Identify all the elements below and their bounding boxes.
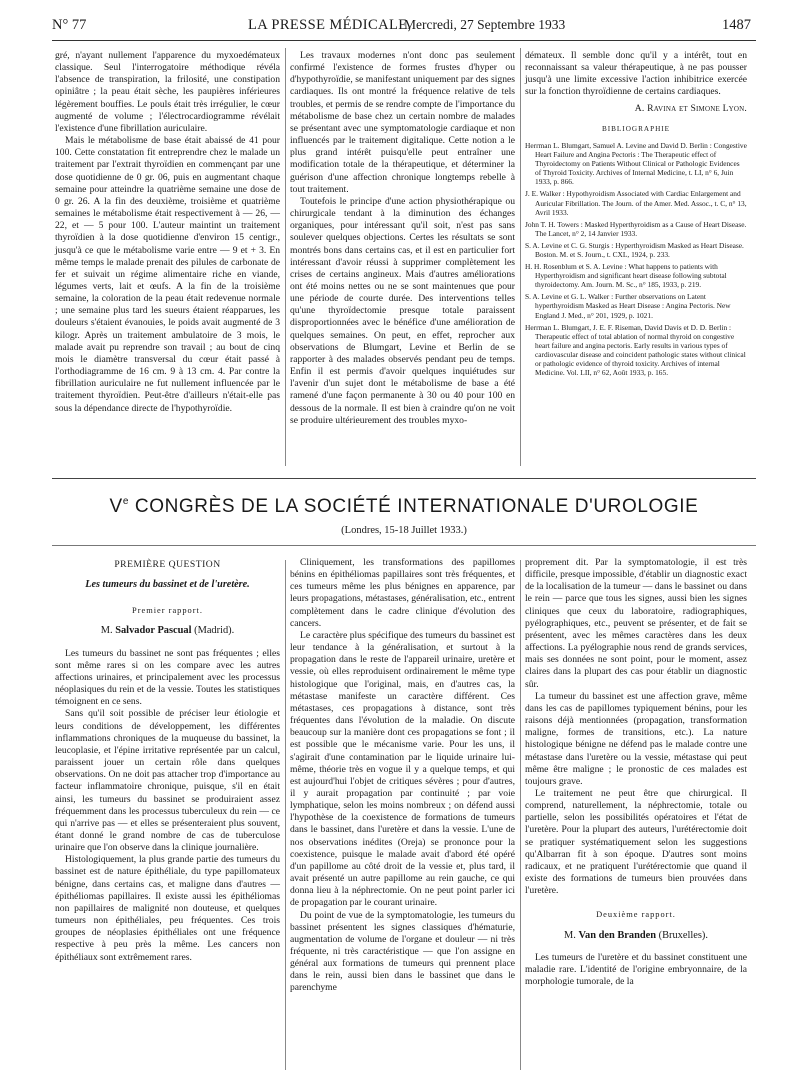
author-prefix: M. [564, 929, 576, 941]
title-text: CONGRÈS DE LA SOCIÉTÉ INTERNATIONALE D'UROLOGIE [134, 496, 699, 517]
paragraph: Cliniquement, les transformations des papillomes bénins en épithéliomas papillaires sont très fréquentes, et ces tumeurs même les plus bénignes en apparence, par leurs propagations, métastases, généralisation, etc., entrent complètement dans le cadre clinique d'évolution des cancers. [290, 557, 515, 629]
article-signature: A. Ravina et Simone Lyon. [634, 102, 747, 114]
top-column-1 [55, 50, 280, 415]
bibliography-entry: S. A. Levine et G. L. Walker : Further observations on Latent hyperthyroidism Masked as Heart Disease : Angina Pectoris. New England J. Med., n° 201, 1929, p. 1021. [525, 292, 731, 320]
report-heading: Deuxième rapport. [596, 910, 676, 920]
author-city: (Madrid). [194, 625, 235, 637]
column-divider [520, 560, 521, 1070]
author-name: Van den Branden [578, 929, 657, 941]
issue-number: N° 77 [52, 17, 87, 33]
paragraph: démateux. Il semble donc qu'il y a intérêt, tout en reconnaissant sa valeur thérapeutique, à ne pas pousser jusqu'à une limite excessive l'action inhibitrice exercée sur la fonction thyroïdienne de certains cardiaques. [525, 50, 747, 98]
column-divider [285, 48, 286, 466]
question-heading: PREMIÈRE QUESTION [114, 559, 221, 570]
question-subject: Les tumeurs du bassinet et de l'uretère. [85, 579, 250, 591]
bibliography-entry: H. H. Rosenblum et S. A. Levine : What happens to patients with Hyperthyroidism and significant heart disease following subtotal thyroidectomy. Am. Journ. M. Sc., n° 185, 1933, p. 219. [525, 262, 727, 290]
column-divider [520, 48, 521, 466]
paragraph: Histologiquement, la plus grande partie des tumeurs du bassinet est de nature épithéliale, du type papillomateux bénigne, dans certains cas, et maligne dans d'autres — épithéliomas papillaires. Il existe aussi les épithéliomas non papillaires de malignité non douteuse, et quelques tumeurs non épithéliales, peu fréquentes. Ces trois groupes de néoplasies épithéliales ont une fréquence respective à peu près la même. Les cancers non épithéliaux sont extrêmement rares. [55, 854, 280, 963]
bottom-column-2 [290, 557, 515, 995]
column-divider [285, 560, 286, 1070]
paragraph: Sans qu'il soit possible de préciser leur étiologie et leurs conditions de développement, les différentes inflammations chroniques de la muqueuse du bassinet, la leucoplasie, et l'épine irritative représentée par un calcul, paraissent jouer un certain rôle dans quelques observations. On ne doit pas attacher trop d'importance au facteur inflammatoire chronique, puisque, s'il en était ainsi, les tumeurs du bassinet se produiraient assez fréquemment dans les processus tuberculeux du rein — ce qui n'arrive pas — et elles se présenteraient plus souvent, étant donné le grand nombre de cas de tuberculose urinaire que l'on observe dans la clinique journalière. [55, 708, 280, 854]
report-author [55, 625, 280, 637]
bibliography-entry: Herrman L. Blumgart, Samuel A. Levine and David D. Berlin : Congestive Heart Failure and Angina Pectoris : The Therapeutic effect of Thyroidectomy on Patients Without Clinical or Pathologic Evidences of Thyroid Toxicity. Archives of Internal Medicine, t. LI, n° 6, Juin 1933, p. 866. [525, 140, 747, 187]
bottom-column-3 [525, 557, 747, 988]
author-prefix: M. [100, 625, 113, 637]
issue-date: Mercredi, 27 Septembre 1933 [404, 17, 566, 32]
report-author [525, 930, 747, 942]
congress-title [52, 496, 756, 518]
section-rule [52, 478, 756, 479]
title-numeral: V [109, 496, 123, 517]
paragraph: Les tumeurs de l'uretère et du bassinet constituent une maladie rare. L'identité de l'origine embryonnaire, de la morphologie tumorale, de la [525, 951, 747, 987]
bibliography-entry: J. E. Walker : Hypothyroidism Associated with Cardiac Enlargement and Auricular Fibrillation. The Journ. of the Amer. Med. Assoc., t. C, n° 13, Avril 1933. [525, 189, 747, 217]
report-heading: Premier rapport. [132, 606, 203, 616]
paragraph: Mais le métabolisme de base était abaissé de 41 pour 100. Cette constatation fit entreprendre chez le malade un traitement par l'extrait thyroïdien en commençant par une dose quotidienne de 0 gr. 06, puis en augmentant chaque semaine pour atteindre la quatrième semaine une dose de 0 gr. 26. A la fin des deuxième, troisième et quatrième semaines le métabolisme était respectivement à — 26, — 22, et — 5 pour 100. L'auteur maintint un traitement thyroïdien à la dose quotidienne d'environ 15 centigr., jusqu'à ce que le métabolisme varie entre — 9 et + 3. En même temps le malade prenait des pilules de carbonate de fer et suivait un régime alimentaire riche en viande, légumes verts, lait et œufs. A la fin de la troisième semaine, la coloration de la peau était redevenue normale ; une semaine plus tard les sueurs étaient réapparues, les douleurs s'étaient évanouies, le poids avait augmenté de 3 kilogr. Après un traitement ambulatoire de 3 mois, le malade avait pu reprendre son travail ; au bout de cinq mois le diamètre transversal du cœur était passé à l'orthodiagramme de 16 cm. 9 à 13 cm. 4. Par contre la fibrillation auriculaire ne fut nullement influencée par le traitement thyroïdien. Peut-être d'ailleurs n'était-elle pas sous la dépendance directe de l'hypothyroïdie. [55, 135, 280, 414]
title-underline [52, 545, 756, 546]
paragraph: Du point de vue de la symptomatologie, les tumeurs du bassinet présentent les signes classiques d'hématurie, augmentation de volume de l'organe et douleur — ni très fréquente, ni très caractéristique — que l'on assigne en général aux formations de tumeurs qui prennent place dans le rein, aussi bien dans le bassinet que dans le parenchyme [290, 909, 515, 994]
title-superscript: e [122, 496, 129, 507]
bibliography-heading: BIBLIOGRAPHIE [601, 124, 671, 133]
top-column-3 [525, 50, 747, 380]
paragraph: Les tumeurs du bassinet ne sont pas fréquentes ; elles sont même rares si on les compare avec les autres affections urinaires, et principalement avec les processus néoplasiques du rein et de la vessie. Toutes les statistiques témoignent en ce sens. [55, 647, 280, 708]
paragraph: Le caractère plus spécifique des tumeurs du bassinet est leur tendance à la généralisation, et surtout à la propagation dans le reste de l'appareil urinaire, uretère et vessie, où elles reproduisent ordinairement le même type histologique que l'original, mais, en d'autres cas, la métastase manifeste un caractère différent. Ces métastases, ces propagations à distance, sont très fréquentes dans l'évolution de la maladie. On discute beaucoup sur la manière dont ces propagations se font ; il est possible que le mécanisme varie. Pour les uns, il s'agirait d'une contamination par le liquide urinaire lui-même, théorie très en vogue il y a quelque temps, et qui est aujourd'hui l'objet de critiques sévères ; pour d'autres, il y aurait propagation par continuité ; par voie lymphatique, selon les moins nombreux ; on défend aussi l'hypothèse de la coexistence de formations de tumeurs dans le bassinet, dans l'uretère et dans la vessie. L'une de nos observations inédites (Oreja) se prononce pour la coexistence, puisque le malade avait d'abord été opéré d'un papillome au côté droit de la vessie et, plus tard, il avait présenté un autre papillome au rein gauche, ce qui donna lieu à la néphrectomie. On ne peut point parler ici de propagation par le courant urinaire. [290, 629, 515, 909]
paragraph: proprement dit. Par la symptomatologie, il est très difficile, presque impossible, d'établir un diagnostic exact de la localisation de la tumeur — dans le bassinet ou dans le rein — parce que tous les signes, aussi bien les signes cliniques que ceux du laboratoire, radiographiques, pyélographiques, etc., peuvent se présenter, et de fait se présentent, avec les mêmes caractères dans les deux affections. La pyélographie nous rend de grands services, mais ses données ne sont point, pour le moment, assez claires dans la plupart des cas pour établir un diagnostic sûr. [525, 557, 747, 690]
paragraph: Le traitement ne peut être que chirurgical. Il comprend, naturellement, la néphrectomie, totale ou partielle, selon les possibilités opératoires et l'état de l'uretère. Pour la plupart des auteurs, l'urétérectomie doit se pratiquer systématiquement selon les suggestions qu'Albarran fit à son époque. D'autres sont moins radicaux, et ne pratiquent l'urétérectomie que quand il existe des formations de tumeurs bien prouvées dans l'uretère. [525, 787, 747, 897]
journal-title: LA PRESSE MÉDICALE, [248, 17, 412, 33]
page-number: 1487 [722, 17, 751, 33]
congress-subtitle: (Londres, 15-18 Juillet 1933.) [341, 525, 467, 536]
bottom-column-1 [55, 557, 280, 964]
bibliography-entry: Herrman L. Blumgart, J. E. F. Riseman, David Davis et D. D. Berlin : Therapeutic effect of total ablation of normal thyroid on congestive heart failure and angina pectoris. Early results in various types of cardiovascular disease and coincident pathologic states without clinical or pathologic evidence of thyroid toxicity. Archives of internal Medicine. Vol. LII, n° 62, Août 1933, p. 165. [525, 322, 746, 378]
paragraph: gré, n'ayant nullement l'apparence du myxoedémateux classique. Seul l'interrogatoire méthodique révéla l'absence de transpiration, la frilosité, une constipation opiniâtre ; la peau était sèche, les paupières inférieures légèrement bouffies. Le pouls était très irrégulier, le cœur augmenté de volume ; l'électrocardiogramme révélait l'existence d'une fibrillation auriculaire. [55, 50, 280, 134]
author-name: Salvador Pascual [115, 625, 192, 637]
paragraph: La tumeur du bassinet est une affection grave, même dans les cas de papillomes typiquement bénins, pour les raisons déjà mentionnées (propagation, transformation maligne, formes de transitions, etc.). La nature histologique bénigne ne défend pas le malade contre une métastase dans l'uretère ou la vessie, métastase qui peut même être maligne ; le pronostic de ces malades est toujours grave. [525, 690, 747, 787]
header-rule [52, 40, 756, 41]
bibliography-entry: John T. H. Towers : Masked Hyperthyroidism as a Cause of Heart Disease. The Lancet, n° 2, 14 Janvier 1933. [525, 219, 747, 238]
paragraph: Les travaux modernes n'ont donc pas seulement confirmé l'existence de formes frustes d'hyper ou d'hypothyroïdie, se manifestant uniquement par des signes cardiaques. Ils ont montré la fréquence relative de tels troubles, et permis de se rendre compte de l'importance du métabolisme de base chez un certain nombre de malades se présentant avec une symptomatologie cardiaque et non influencés par le traitement digitalique. Cette notion a le plus grand intérêt puisqu'elle peut entraîner une modification totale de la thérapeutique, et déterminer la guérison d'une affection chronique longtemps rebelle à tout traitement. [290, 50, 515, 195]
top-column-2 [290, 50, 515, 427]
bibliography-entry: S. A. Levine et C. G. Sturgis : Hyperthyroidism Masked as Heart Disease. Boston. M. et S. Journ., t. CXL, 1924, p. 233. [525, 240, 744, 259]
author-city: (Bruxelles). [658, 929, 708, 941]
paragraph: Toutefois le principe d'une action physiothérapique ou chirurgicale tendant à la diminution des échanges organiques, pour intéressant qu'il soit, n'est pas sans soulever quelques objections. Certes les résultats se sont montrés bons dans certains cas, et il est en particulier fort intéressant d'avoir réussi à supprimer complètement les crises de certains angineux. Mais d'autres améliorations ont été moins nettes ou ne se sont maintenues que pour une période de courte durée. Des interventions telles qu'une thyroïdectomie presque totale paraissent disproportionnées avec le bénéfice d'une amélioration de quelques semaines. On peut, en effet, reprocher aux observations de Blumgart, Levine et Berlin de se rapporter à des malades observés pendant peu de temps. Enfin il est permis d'avoir quelques inquiétudes sur l'avenir d'un sujet dont le métabolisme de base a été ramené d'une façon permanente à 30 ou 40 pour 100 en dessous de la normale. Il est bien à craindre qu'on ne voit se produire ultérieurement des troubles myxo- [290, 195, 515, 426]
